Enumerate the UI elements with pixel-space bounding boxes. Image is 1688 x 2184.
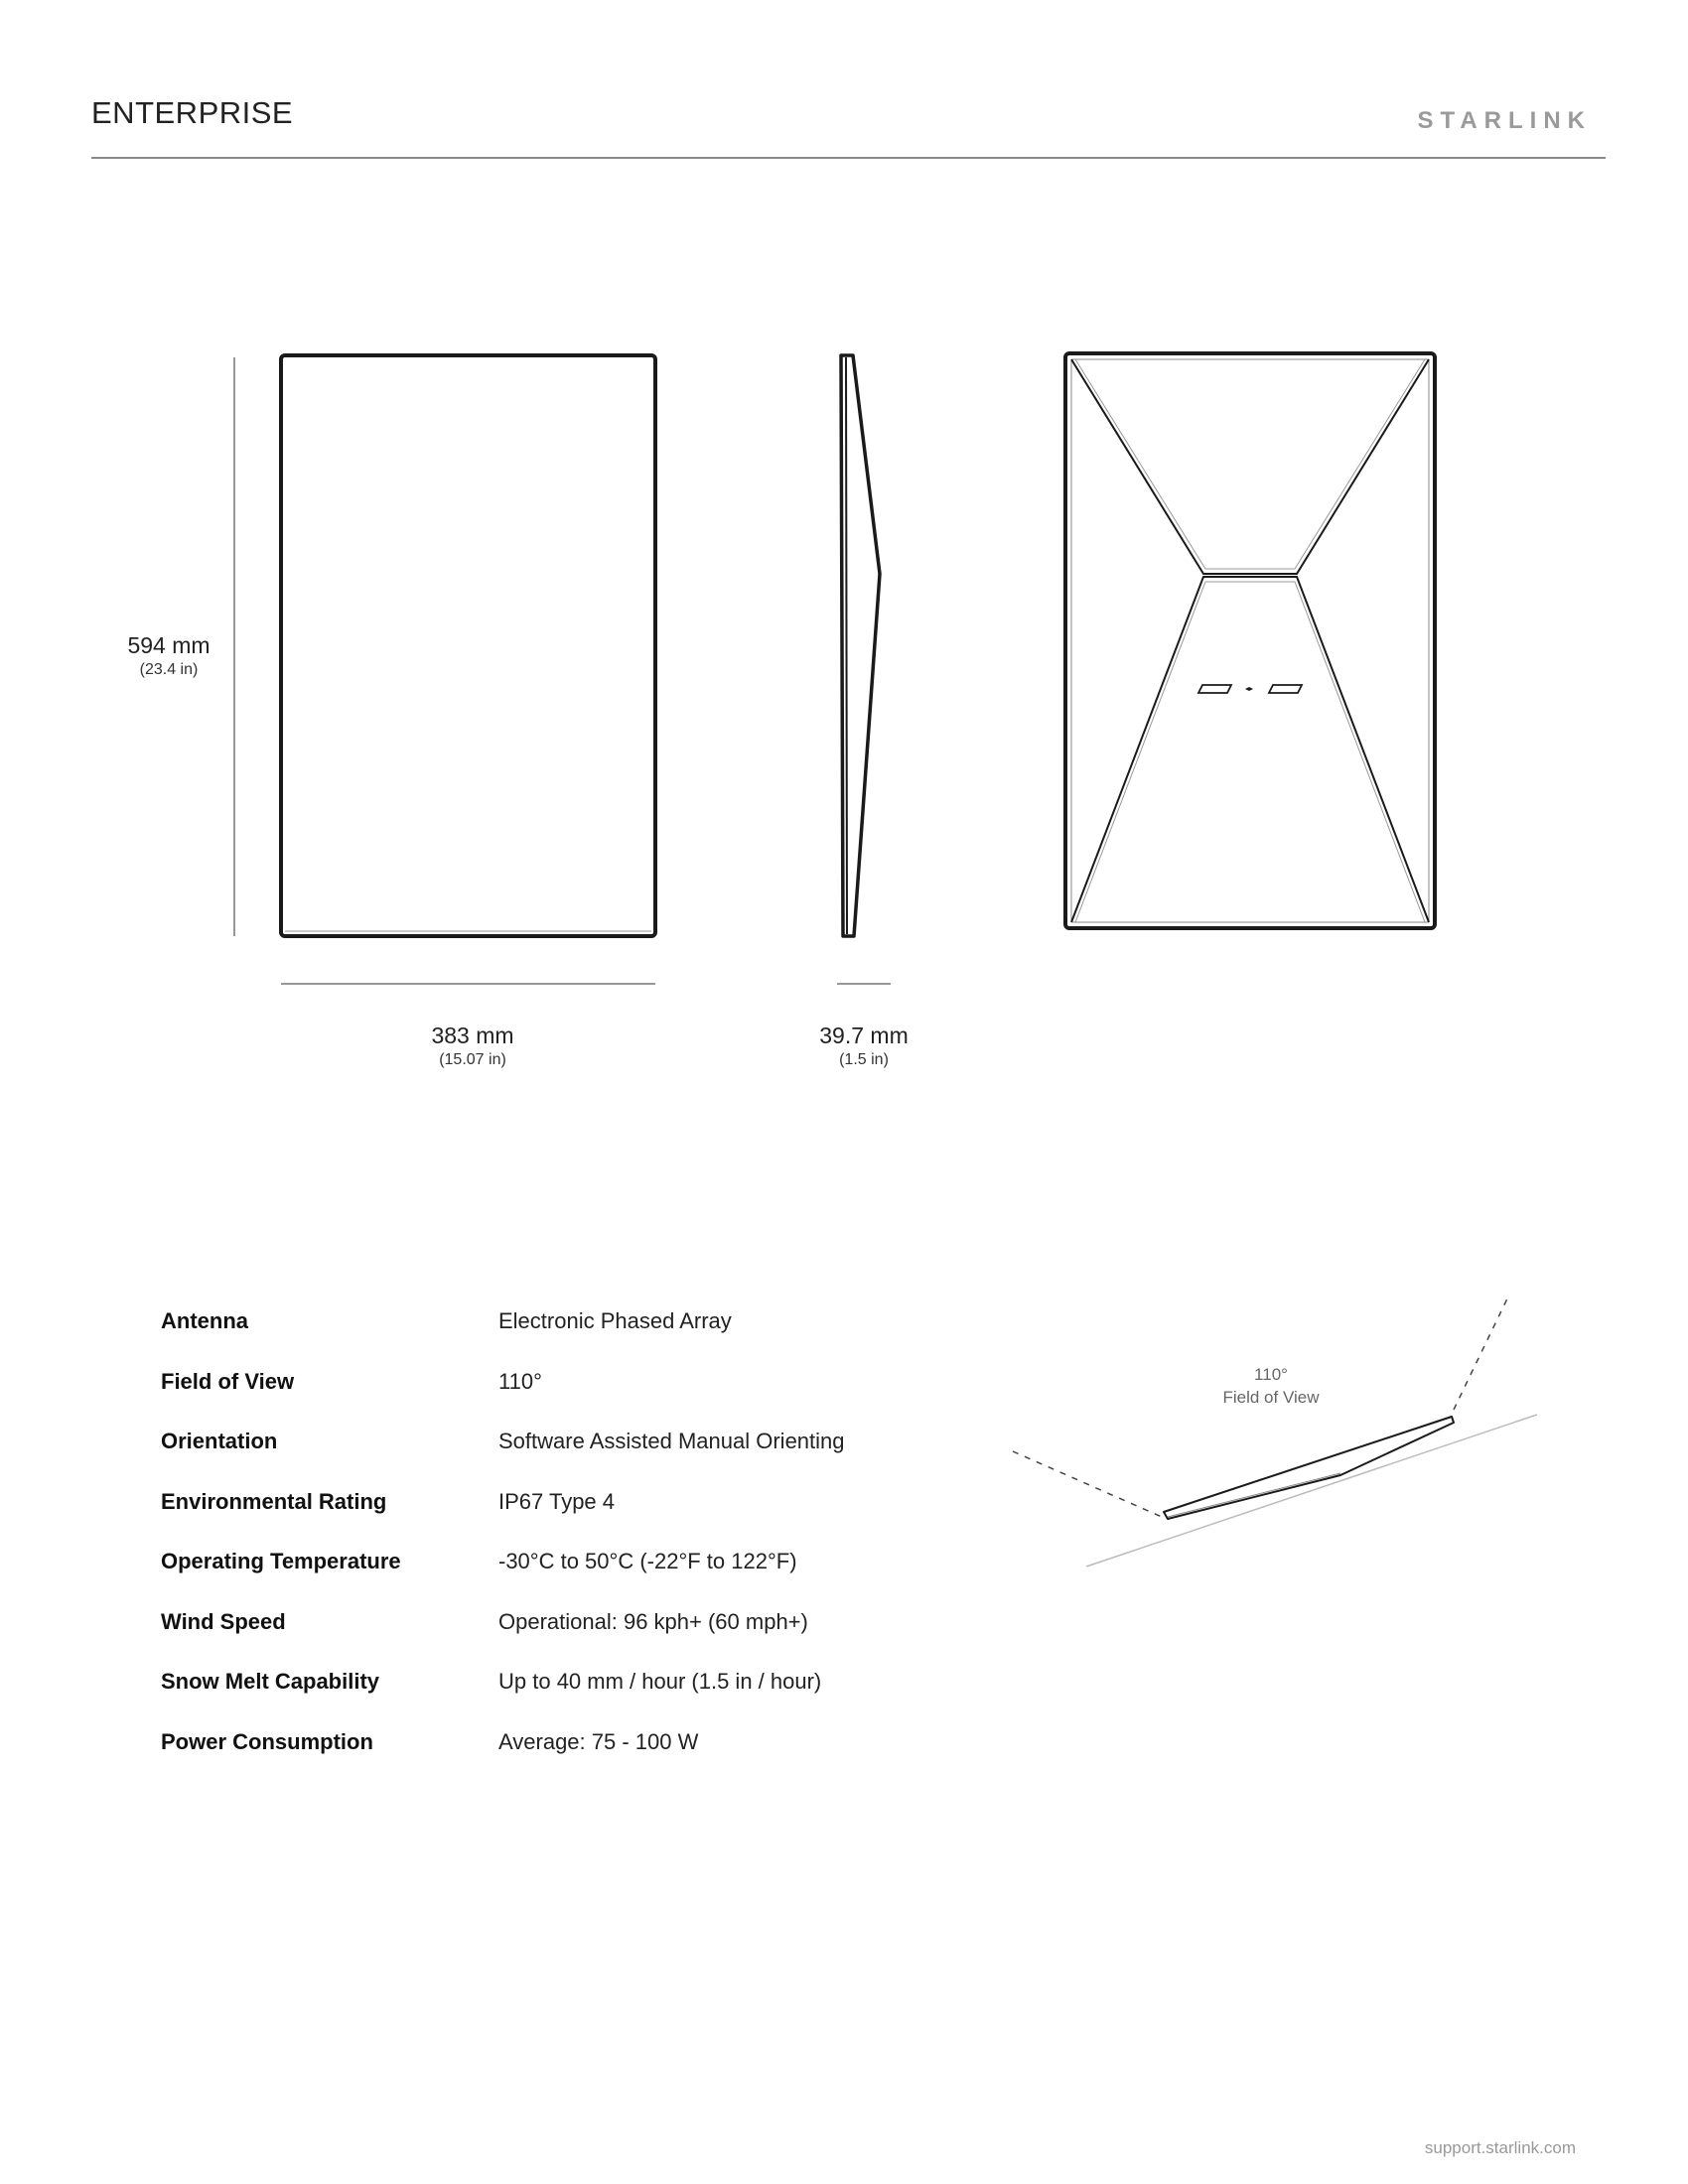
spec-label: Field of View [161, 1368, 295, 1394]
width-dimension-label [403, 1023, 542, 1069]
depth-in: (1.5 in) [839, 1051, 889, 1068]
spec-label: Antenna [161, 1308, 248, 1333]
spec-table [161, 1308, 845, 1789]
fov-caption [1172, 1363, 1370, 1409]
spec-label: Wind Speed [161, 1608, 286, 1634]
spec-value: Software Assisted Manual Orienting [498, 1429, 845, 1453]
spec-value: Electronic Phased Array [498, 1308, 732, 1333]
back-view-outline [1065, 353, 1435, 928]
fov-diagram [1013, 1295, 1537, 1567]
depth-mm: 39.7 mm [819, 1023, 909, 1048]
spec-value: Average: 75 - 100 W [498, 1728, 699, 1754]
spec-row-wind-speed [161, 1609, 845, 1670]
spec-row-antenna [161, 1308, 845, 1369]
spec-row-orientation [161, 1429, 845, 1489]
spec-label: Snow Melt Capability [161, 1669, 380, 1694]
footer-url[interactable]: support.starlink.com [1424, 2138, 1576, 2157]
height-mm: 594 mm [127, 632, 211, 658]
brand-logo: STARLINK [1417, 107, 1592, 134]
back-view-ports [1198, 685, 1302, 693]
width-in: (15.07 in) [439, 1051, 506, 1068]
spec-value: Operational: 96 kph+ (60 mph+) [498, 1608, 808, 1634]
spec-value: Up to 40 mm / hour (1.5 in / hour) [498, 1669, 822, 1694]
fov-text: Field of View [1222, 1388, 1320, 1407]
spec-label: Operating Temperature [161, 1549, 401, 1573]
header-title: ENTERPRISE [91, 95, 294, 130]
depth-dimension-label [794, 1023, 933, 1069]
spec-row-snow-melt [161, 1669, 845, 1729]
spec-row-field-of-view [161, 1369, 845, 1430]
height-dimension-label [114, 632, 223, 679]
height-in: (23.4 in) [139, 661, 199, 678]
spec-label: Environmental Rating [161, 1488, 387, 1514]
spec-row-operating-temperature [161, 1549, 845, 1609]
fov-angle: 110° [1254, 1365, 1288, 1384]
spec-value: -30°C to 50°C (-22°F to 122°F) [498, 1549, 797, 1573]
spec-value: 110° [498, 1368, 542, 1394]
spec-label: Power Consumption [161, 1728, 373, 1754]
spec-row-environmental-rating [161, 1489, 845, 1550]
spec-label: Orientation [161, 1429, 278, 1453]
spec-value: IP67 Type 4 [498, 1488, 616, 1514]
front-view-outline [281, 355, 655, 936]
side-view-outline [841, 355, 880, 936]
spec-row-power-consumption [161, 1729, 845, 1790]
width-mm: 383 mm [431, 1023, 514, 1048]
